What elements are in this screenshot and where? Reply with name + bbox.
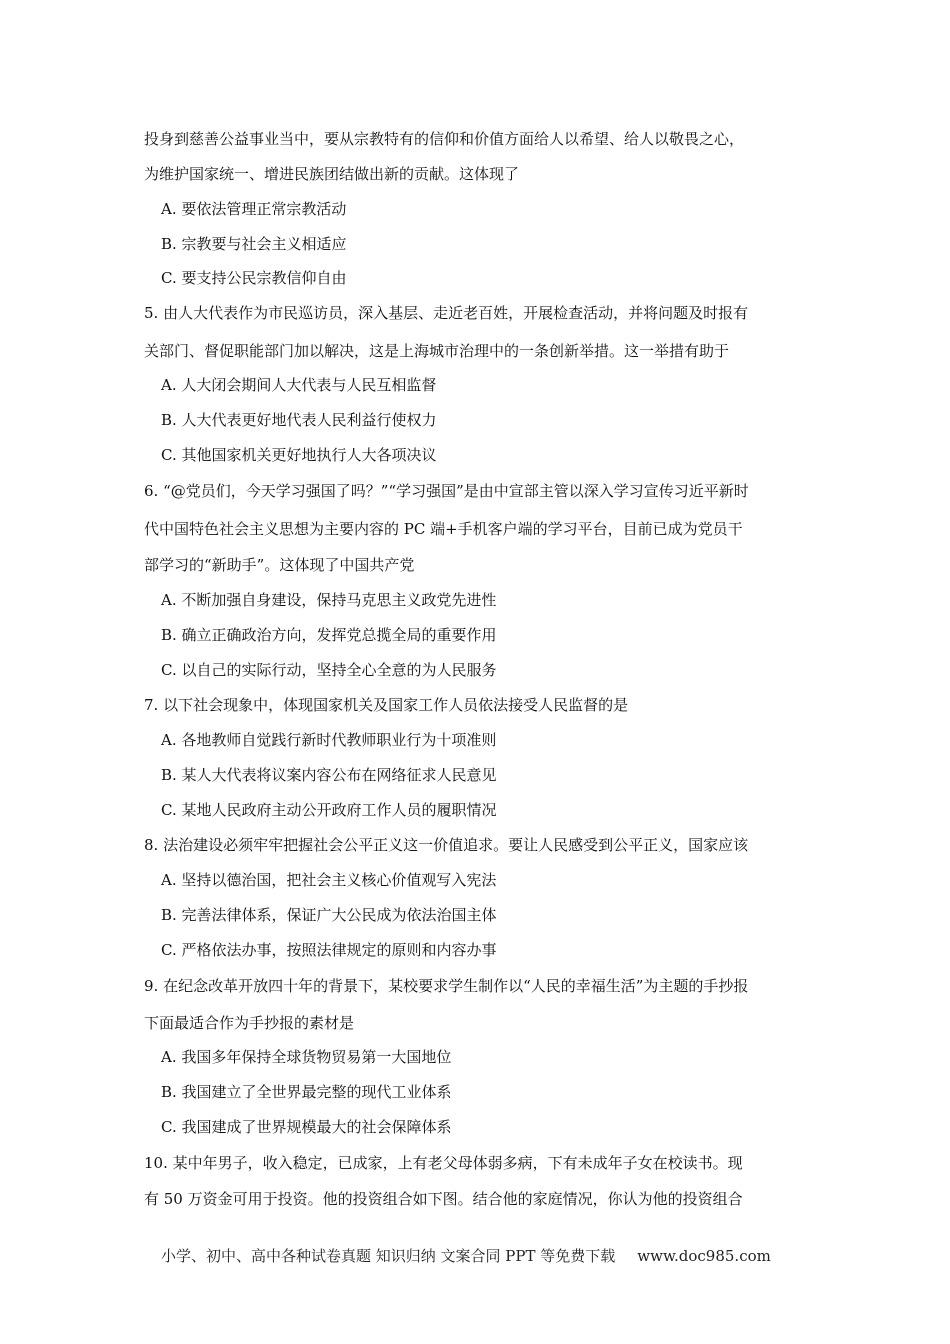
option-line: A. 坚持以德治国，把社会主义核心价值观写入宪法	[161, 871, 497, 889]
text-line: 部学习的“新助手”。这体现了中国共产党	[144, 556, 415, 574]
text-line: 关部门、督促职能部门加以解决，这是上海城市治理中的一条创新举措。这一举措有助于	[144, 342, 730, 360]
option-line: C. 我国建成了世界规模最大的社会保障体系	[161, 1118, 452, 1136]
question-line: 8. 法治建设必须牢牢把握社会公平正义这一价值追求。要让人民感受到公平正义，国家应该	[144, 836, 749, 854]
question-line: 10. 某中年男子，收入稳定，已成家，上有老父母体弱多病，下有未成年子女在校读书。现	[144, 1154, 743, 1172]
question-line: 7. 以下社会现象中，体现国家机关及国家工作人员依法接受人民监督的是	[144, 696, 629, 714]
footer-url: www.doc985.com	[637, 1247, 771, 1265]
text-line: 为维护国家统一、增进民族团结做出新的贡献。这体现了	[144, 165, 520, 183]
text-line: 代中国特色社会主义思想为主要内容的 PC 端+手机客户端的学习平台，目前已成为党员干	[144, 520, 743, 538]
option-line: A. 我国多年保持全球货物贸易第一大国地位	[161, 1048, 452, 1066]
text-line: 下面最适合作为手抄报的素材是	[144, 1014, 355, 1032]
question-line: 5. 由人大代表作为市民巡访员，深入基层、走近老百姓，开展检查活动，并将问题及时报有	[144, 304, 749, 322]
text-line: 有 50 万资金可用于投资。他的投资组合如下图。结合他的家庭情况，你认为他的投资组合	[144, 1190, 743, 1208]
option-line: A. 要依法管理正常宗教活动	[161, 200, 347, 218]
option-line: B. 我国建立了全世界最完整的现代工业体系	[161, 1083, 452, 1101]
option-line: B. 确立正确政治方向，发挥党总揽全局的重要作用	[161, 626, 497, 644]
option-line: B. 完善法律体系，保证广大公民成为依法治国主体	[161, 906, 497, 924]
option-line: B. 人大代表更好地代表人民利益行使权力	[161, 411, 437, 429]
question-line: 9. 在纪念改革开放四十年的背景下，某校要求学生制作以“人民的幸福生活”为主题的手抄报	[144, 977, 749, 995]
footer-text: 小学、初中、高中各种试卷真题 知识归纳 文案合同 PPT 等免费下载	[161, 1247, 616, 1265]
option-line: C. 以自己的实际行动，坚持全心全意的为人民服务	[161, 661, 497, 679]
question-line: 6. “@党员们，今天学习强国了吗？”“学习强国”是由中宣部主管以深入学习宣传习近平新时	[144, 482, 749, 500]
option-line: B. 宗教要与社会主义相适应	[161, 235, 347, 253]
option-line: A. 各地教师自觉践行新时代教师职业行为十项准则	[161, 731, 497, 749]
option-line: A. 人大闭会期间人大代表与人民互相监督	[161, 376, 437, 394]
option-line: A. 不断加强自身建设，保持马克思主义政党先进性	[161, 591, 497, 609]
option-line: C. 要支持公民宗教信仰自由	[161, 269, 347, 287]
text-line: 投身到慈善公益事业当中，要从宗教特有的信仰和价值方面给人以希望、给人以敬畏之心，	[144, 130, 745, 148]
page-footer	[161, 1246, 771, 1266]
option-line: C. 其他国家机关更好地执行人大各项决议	[161, 446, 437, 464]
option-line: C. 严格依法办事，按照法律规定的原则和内容办事	[161, 941, 497, 959]
option-line: B. 某人大代表将议案内容公布在网络征求人民意见	[161, 766, 497, 784]
option-line: C. 某地人民政府主动公开政府工作人员的履职情况	[161, 801, 497, 819]
